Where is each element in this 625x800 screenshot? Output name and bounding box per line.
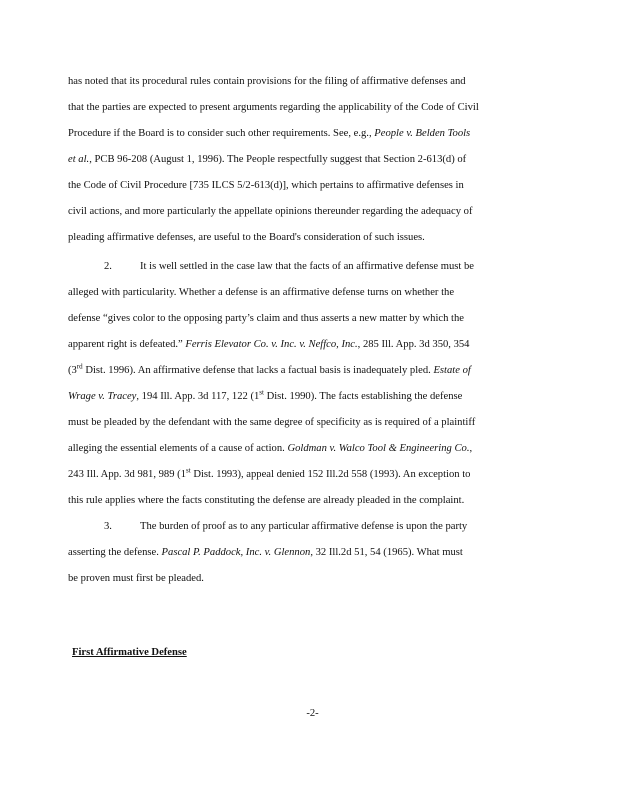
para-2-line: this rule applies where the facts constituting the defense are already pleaded in the complaint. bbox=[68, 495, 465, 506]
page-number: -2- bbox=[306, 708, 319, 719]
para-2-line: 2. It is well settled in the case law that the facts of an affirmative defense must be bbox=[68, 260, 568, 273]
para-2-line: alleged with particularity. Whether a defense is an affirmative defense turns on whether the bbox=[68, 287, 455, 298]
body-line: pleading affirmative defenses, are useful to the Board's consideration of such issues. bbox=[68, 232, 425, 243]
case-citation: Wrage v. Tracey bbox=[68, 391, 137, 402]
case-citation: Pascal P. Paddock, Inc. v. Glennon bbox=[161, 547, 311, 558]
body-line: Procedure if the Board is to consider such other requirements. See, e.g., People v. Belden Tools bbox=[68, 128, 471, 139]
body-line: that the parties are expected to present arguments regarding the applicability of the Code of Civil bbox=[68, 102, 479, 113]
body-line: et al., PCB 96-208 (August 1, 1996). The People respectfully suggest that Section 2-613(d) of bbox=[68, 154, 467, 165]
case-citation: Estate of bbox=[433, 365, 471, 376]
para-2-line: apparent right is defeated.” Ferris Elevator Co. v. Inc. v. Neffco, Inc., 285 Ill. App. 3d 350, 354 bbox=[68, 339, 470, 350]
body-line: civil actions, and more particularly the appellate opinions thereunder regarding the adequacy of bbox=[68, 206, 473, 217]
body-line: has noted that its procedural rules contain provisions for the filing of affirmative defenses and bbox=[68, 76, 466, 87]
case-citation-cont: et al. bbox=[68, 154, 90, 165]
paragraph-number: 3. bbox=[104, 521, 112, 532]
section-heading: First Affirmative Defense bbox=[72, 647, 187, 658]
para-2-line: 243 Ill. App. 3d 981, 989 (1st Dist. 1993), appeal denied 152 Ill.2d 558 (1993). An exception to bbox=[68, 466, 471, 480]
case-citation: Ferris Elevator Co. v. Inc. v. Neffco, Inc. bbox=[185, 339, 358, 350]
para-3-line: be proven must first be pleaded. bbox=[68, 573, 204, 584]
paragraph-number: 2. bbox=[104, 261, 112, 272]
para-2-line: must be pleaded by the defendant with the same degree of specificity as is required of a plaintiff bbox=[68, 417, 476, 428]
para-3-line: asserting the defense. Pascal P. Paddock, Inc. v. Glennon, 32 Ill.2d 51, 54 (1965). What must bbox=[68, 547, 463, 558]
body-line: the Code of Civil Procedure [735 ILCS 5/2-613(d)], which pertains to affirmative defenses in bbox=[68, 180, 464, 191]
para-3-line: 3. The burden of proof as to any particular affirmative defense is upon the party bbox=[68, 520, 568, 533]
para-2-line: defense “gives color to the opposing party’s claim and thus asserts a new matter by which the bbox=[68, 313, 464, 324]
para-2-line: (3rd Dist. 1996). An affirmative defense that lacks a factual basis is inadequately pled. Estate of bbox=[68, 362, 471, 376]
para-2-line: alleging the essential elements of a cause of action. Goldman v. Walco Tool & Engineering Co., bbox=[68, 443, 473, 454]
para-2-line: Wrage v. Tracey, 194 Ill. App. 3d 117, 122 (1st Dist. 1990). The facts establishing the defense bbox=[68, 388, 463, 402]
case-citation: Goldman v. Walco Tool & Engineering Co. bbox=[287, 443, 470, 454]
case-citation: People v. Belden Tools bbox=[374, 128, 471, 139]
